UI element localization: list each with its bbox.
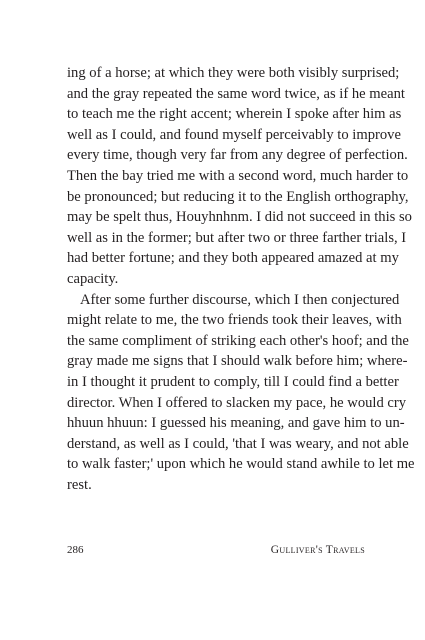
text-line: derstand, as well as I could, 'that I was weary, and not able xyxy=(67,435,409,452)
text-line: Then the bay tried me with a second word, much harder to xyxy=(67,167,409,184)
text-line: may be spelt thus, Houyhnhnm. I did not succeed in this so xyxy=(67,209,412,226)
text-line: capacity. xyxy=(67,270,119,287)
text-line: to walk faster;' upon which he would stand awhile to let me xyxy=(67,456,415,473)
text-line: in I thought it prudent to comply, till I could find a better xyxy=(67,373,399,390)
text-line: every time, though very far from any degree of perfection. xyxy=(67,147,408,164)
text-line: rest. xyxy=(67,476,92,493)
text-line: hhuun hhuun: I guessed his meaning, and gave him to un- xyxy=(67,415,405,432)
text-line: had better fortune; and they both appeared amazed at my xyxy=(67,250,399,267)
text-line: might relate to me, the two friends took their leaves, with xyxy=(67,312,402,329)
text-line: the same compliment of striking each other's hoof; and the xyxy=(67,332,409,349)
text-line: ing of a horse; at which they were both visibly surprised; xyxy=(67,65,400,81)
page-number: 286 xyxy=(67,544,84,556)
text-line: be pronounced; but reducing it to the English orthography, xyxy=(67,188,409,205)
text-line: well as in the former; but after two or three farther trials, I xyxy=(67,229,407,246)
body-text xyxy=(67,63,415,495)
text-line: and the gray repeated the same word twice, as if he meant xyxy=(67,85,405,102)
text-line: After some further discourse, which I then conjectured xyxy=(80,291,400,308)
text-line: gray made me signs that I should walk before him; where- xyxy=(67,353,408,370)
page-footer xyxy=(67,544,365,560)
text-line: to teach me the right accent; wherein I spoke after him as xyxy=(67,106,402,123)
text-line: director. When I offered to slacken my pace, he would cry xyxy=(67,394,407,411)
text-line: well as I could, and found myself perceivably to improve xyxy=(67,126,401,143)
running-title: Gulliver's Travels xyxy=(270,544,365,556)
